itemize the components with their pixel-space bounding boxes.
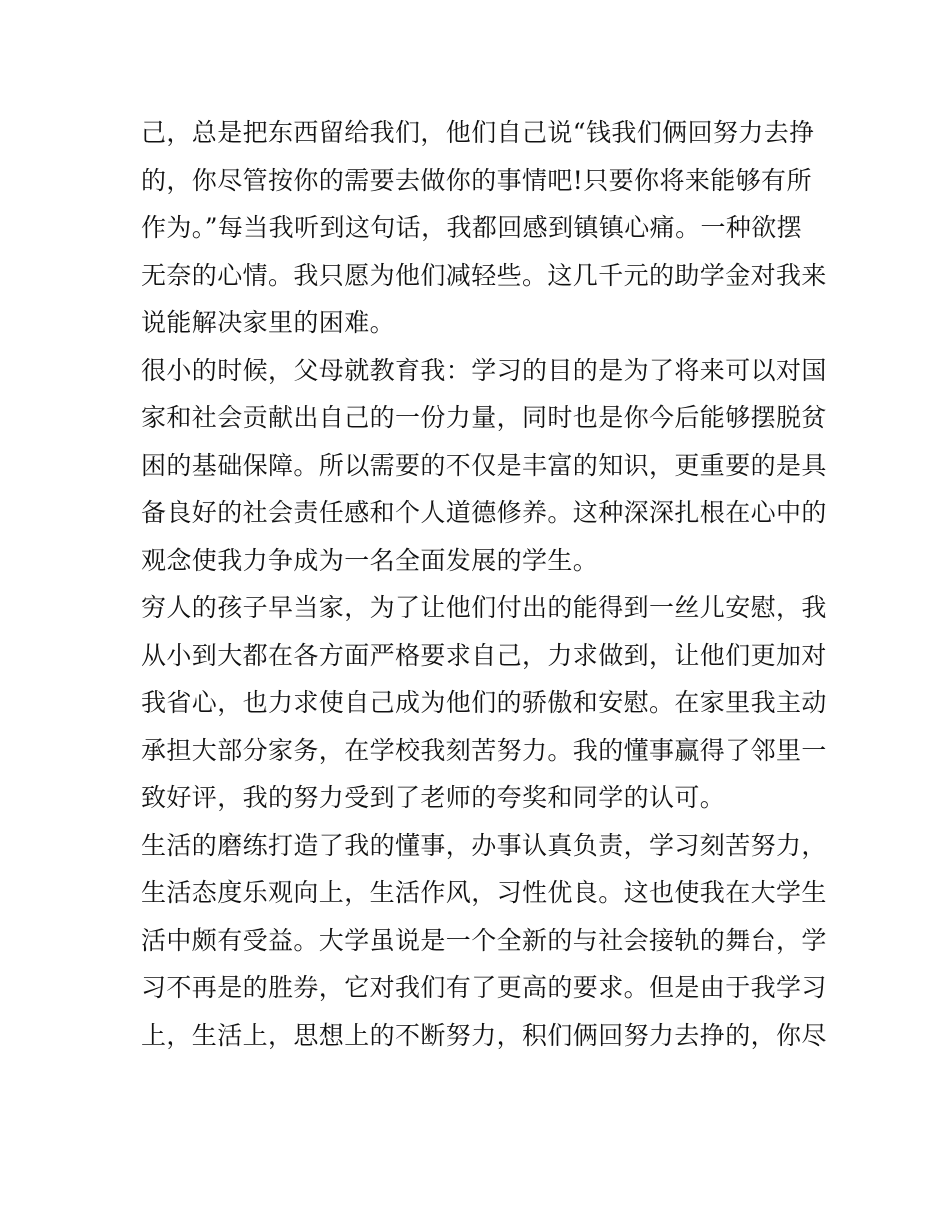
text-line: 承担大部分家务，在学校我刻苦努力。我的懂事赢得了邻里一 <box>141 735 827 765</box>
text-line: 困的基础保障。所以需要的不仅是丰富的知识，更重要的是具 <box>141 450 827 480</box>
document-text <box>141 109 827 1059</box>
text-line: 很小的时候，父母就教育我：学习的目的是为了将来可以对国 <box>141 355 827 385</box>
text-line: 致好评，我的努力受到了老师的夸奖和同学的认可。 <box>141 783 726 812</box>
text-line: 己，总是把东西留给我们，他们自己说“钱我们俩回努力去挣 <box>141 118 815 147</box>
text-line: 习不再是的胜券，它对我们有了更高的要求。但是由于我学习 <box>141 973 827 1002</box>
text-line: 备良好的社会责任感和个人道德修养。这种深深扎根在心中的 <box>141 498 827 527</box>
text-line: 上，生活上，思想上的不断努力，积们俩回努力去挣的，你尽 <box>141 1020 827 1050</box>
text-line: 说能解决家里的困难。 <box>141 308 396 337</box>
text-line: 穷人的孩子早当家，为了让他们付出的能得到一丝儿安慰，我 <box>141 593 827 622</box>
text-line: 我省心，也力求使自己成为他们的骄傲和安慰。在家里我主动 <box>141 688 827 717</box>
text-line: 观念使我力争成为一名全面发展的学生。 <box>141 545 599 575</box>
text-line: 生活态度乐观向上，生活作风，习性优良。这也使我在大学生 <box>141 878 827 907</box>
text-line: 的，你尽管按你的需要去做你的事情吧!只要你将来能够有所 <box>141 165 812 195</box>
text-line: 活中颇有受益。大学虽说是一个全新的与社会接轨的舞台，学 <box>141 925 827 955</box>
text-line: 家和社会贡献出自己的一份力量，同时也是你今后能够摆脱贫 <box>141 403 827 432</box>
text-line: 作为。”每当我听到这句话，我都回感到镇镇心痛。一种欲摆 <box>141 213 803 242</box>
text-line: 生活的磨练打造了我的懂事，办事认真负责，学习刻苦努力， <box>141 830 827 860</box>
text-line: 无奈的心情。我只愿为他们减轻些。这几千元的助学金对我来 <box>141 260 827 290</box>
text-line: 从小到大都在各方面严格要求自己，力求做到，让他们更加对 <box>141 640 827 670</box>
